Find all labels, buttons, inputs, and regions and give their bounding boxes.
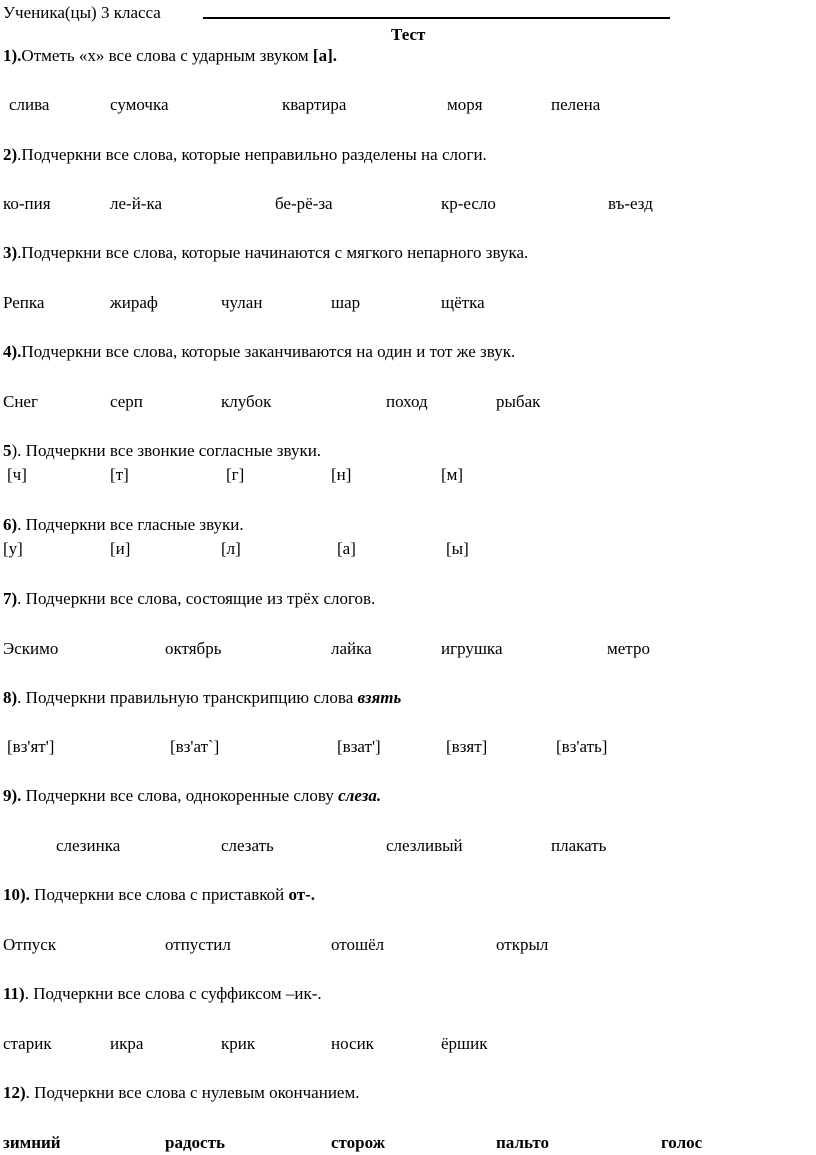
- answer-word[interactable]: открыл: [496, 935, 549, 954]
- answer-word[interactable]: слезать: [221, 836, 274, 855]
- answer-word[interactable]: серп: [110, 392, 143, 411]
- answer-word[interactable]: пелена: [551, 95, 601, 114]
- answer-word[interactable]: ко-пия: [3, 194, 51, 213]
- answer-word[interactable]: [н]: [331, 465, 352, 484]
- answer-word[interactable]: плакать: [551, 836, 607, 855]
- answer-word[interactable]: квартира: [282, 95, 347, 114]
- answer-word[interactable]: въ-езд: [608, 194, 653, 213]
- question-number: 6): [3, 515, 18, 534]
- answer-word[interactable]: [вз'ят']: [7, 737, 55, 756]
- student-label: Ученика(цы) 3 класса: [3, 3, 161, 22]
- answer-word[interactable]: зимний: [3, 1133, 61, 1152]
- answer-word[interactable]: моря: [447, 95, 483, 114]
- question-text: Подчеркни все слова, которые заканчиваются на один и тот же звук.: [21, 342, 516, 361]
- answer-word[interactable]: сторож: [331, 1133, 386, 1152]
- question-11: [3, 985, 322, 1002]
- question-emphasis: [а].: [312, 46, 337, 65]
- question-text: Подчеркни все слова, однокоренные слову: [21, 786, 339, 805]
- answer-word[interactable]: [ч]: [7, 465, 27, 484]
- answer-word[interactable]: Репка: [3, 293, 45, 312]
- answer-word[interactable]: щётка: [441, 293, 485, 312]
- answer-word[interactable]: слезинка: [56, 836, 121, 855]
- answer-word[interactable]: Отпуск: [3, 935, 57, 954]
- answer-word[interactable]: [л]: [221, 539, 241, 558]
- answer-word[interactable]: жираф: [110, 293, 158, 312]
- answer-word[interactable]: [вз'ать]: [556, 737, 608, 756]
- question-number: 10).: [3, 885, 30, 904]
- question-number: 1).: [3, 46, 22, 65]
- answer-word[interactable]: игрушка: [441, 639, 503, 658]
- answer-word[interactable]: старик: [3, 1034, 52, 1053]
- question-text: . Подчеркни все слова, состоящие из трёх слогов.: [17, 589, 376, 608]
- answer-word[interactable]: ёршик: [441, 1034, 488, 1053]
- question-number: 11): [3, 984, 25, 1003]
- answer-word[interactable]: [вз'ат`]: [170, 737, 220, 756]
- question-text: .Подчеркни все слова, которые неправильно разделены на слоги.: [17, 145, 487, 164]
- answer-word[interactable]: сумочка: [110, 95, 169, 114]
- answer-word[interactable]: отпустил: [165, 935, 231, 954]
- question-emphasis: взять: [357, 688, 402, 707]
- question-text: Отметь «х» все слова с ударным звуком: [21, 46, 313, 65]
- question-8: [3, 689, 401, 706]
- question-number: 4).: [3, 342, 22, 361]
- question-text: . Подчеркни все слова с нулевым окончанием.: [25, 1083, 360, 1102]
- answer-word[interactable]: метро: [607, 639, 650, 658]
- page-title: Тест: [391, 25, 426, 44]
- question-number: 7): [3, 589, 18, 608]
- question-text: . Подчеркни все слова с суффиксом –ик-.: [24, 984, 322, 1003]
- answer-word[interactable]: [а]: [337, 539, 356, 558]
- question-text: . Подчеркни правильную транскрипцию слова: [17, 688, 358, 707]
- answer-word[interactable]: [взат']: [337, 737, 381, 756]
- answer-word[interactable]: слива: [9, 95, 50, 114]
- question-number: 5: [3, 441, 12, 460]
- question-12: [3, 1084, 359, 1101]
- answer-word[interactable]: клубок: [221, 392, 272, 411]
- question-5: [3, 442, 321, 459]
- question-4: [3, 343, 515, 360]
- question-7: [3, 590, 375, 607]
- answer-word[interactable]: [у]: [3, 539, 23, 558]
- answer-word[interactable]: радость: [165, 1133, 225, 1152]
- answer-word[interactable]: Эскимо: [3, 639, 59, 658]
- answer-word[interactable]: [т]: [110, 465, 129, 484]
- answer-word[interactable]: [взят]: [446, 737, 488, 756]
- question-2: [3, 146, 487, 163]
- question-3: [3, 244, 528, 261]
- question-number: 8): [3, 688, 18, 707]
- question-number: 12): [3, 1083, 26, 1102]
- answer-word[interactable]: носик: [331, 1034, 374, 1053]
- answer-word[interactable]: рыбак: [496, 392, 541, 411]
- answer-word[interactable]: [ы]: [446, 539, 469, 558]
- answer-word[interactable]: икра: [110, 1034, 144, 1053]
- question-10: [3, 886, 315, 903]
- answer-word[interactable]: бе-рё-за: [275, 194, 333, 213]
- answer-word[interactable]: пальто: [496, 1133, 549, 1152]
- question-text: . Подчеркни все гласные звуки.: [17, 515, 244, 534]
- question-9: [3, 787, 381, 804]
- question-6: [3, 516, 244, 533]
- question-number: 3): [3, 243, 18, 262]
- answer-word[interactable]: лайка: [331, 639, 372, 658]
- question-emphasis: слеза.: [338, 786, 382, 805]
- answer-word[interactable]: [м]: [441, 465, 464, 484]
- question-number: 2): [3, 145, 18, 164]
- answer-word[interactable]: отошёл: [331, 935, 385, 954]
- answer-word[interactable]: кр-есло: [441, 194, 496, 213]
- answer-word[interactable]: [и]: [110, 539, 131, 558]
- question-text: .Подчеркни все слова, которые начинаются с мягкого непарного звука.: [17, 243, 529, 262]
- answer-word[interactable]: крик: [221, 1034, 256, 1053]
- question-number: 9).: [3, 786, 22, 805]
- answer-word[interactable]: поход: [386, 392, 428, 411]
- name-blank-line[interactable]: [203, 17, 670, 19]
- answer-word[interactable]: шар: [331, 293, 361, 312]
- question-1: [3, 47, 337, 64]
- answer-word[interactable]: голос: [661, 1133, 703, 1152]
- question-emphasis: от-.: [288, 885, 316, 904]
- answer-word[interactable]: чулан: [221, 293, 263, 312]
- answer-word[interactable]: [г]: [226, 465, 245, 484]
- answer-word[interactable]: Снег: [3, 392, 38, 411]
- answer-word[interactable]: слезливый: [386, 836, 463, 855]
- question-text: ). Подчеркни все звонкие согласные звуки.: [11, 441, 322, 460]
- answer-word[interactable]: ле-й-ка: [110, 194, 162, 213]
- question-text: Подчеркни все слова с приставкой: [29, 885, 289, 904]
- answer-word[interactable]: октябрь: [165, 639, 222, 658]
